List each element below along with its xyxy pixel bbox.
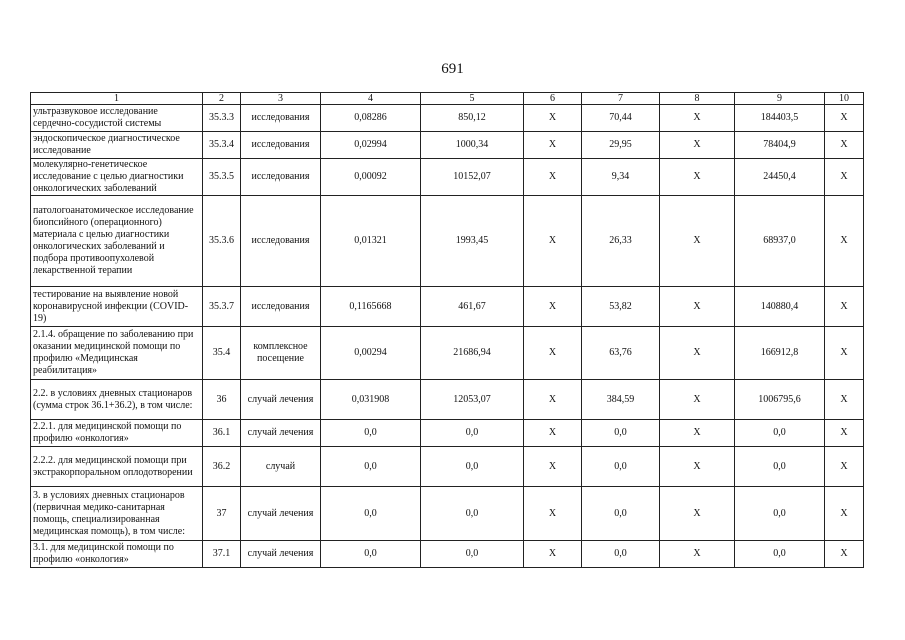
row-label-cell: 2.1.4. обращение по заболеванию при оказании медицинской помощи по профилю «Медицинская реабилитация» — [31, 327, 203, 380]
table-cell: X — [524, 196, 582, 287]
table-cell: X — [660, 380, 735, 420]
table-cell: 37 — [203, 487, 241, 541]
column-header: 3 — [241, 93, 321, 105]
table-cell: комплексное посещение — [241, 327, 321, 380]
column-header: 4 — [321, 93, 421, 105]
table-cell: 461,67 — [421, 287, 524, 327]
table-cell: 0,00092 — [321, 159, 421, 196]
table-cell: случай лечения — [241, 541, 321, 568]
table-cell: 0,0 — [321, 420, 421, 447]
table-cell: случай лечения — [241, 420, 321, 447]
column-header: 7 — [582, 93, 660, 105]
table-cell: X — [660, 420, 735, 447]
table-row — [31, 159, 864, 196]
table-cell: X — [660, 196, 735, 287]
table-row — [31, 287, 864, 327]
table-cell: 21686,94 — [421, 327, 524, 380]
table-cell: случай лечения — [241, 487, 321, 541]
table-cell: исследования — [241, 196, 321, 287]
table-cell: 0,0 — [735, 420, 825, 447]
table-cell: 12053,07 — [421, 380, 524, 420]
table-cell: 0,0 — [321, 541, 421, 568]
table-cell: 140880,4 — [735, 287, 825, 327]
table-cell: 10152,07 — [421, 159, 524, 196]
table-cell: 0,031908 — [321, 380, 421, 420]
table-cell: случай — [241, 447, 321, 487]
table-cell: X — [660, 327, 735, 380]
table-cell: 9,34 — [582, 159, 660, 196]
table-cell: X — [524, 487, 582, 541]
table-cell: 35.3.4 — [203, 132, 241, 159]
table-cell: 0,0 — [421, 447, 524, 487]
table-cell: 1000,34 — [421, 132, 524, 159]
table-cell: 36.1 — [203, 420, 241, 447]
table-cell: случай лечения — [241, 380, 321, 420]
row-label-cell: 2.2.2. для медицинской помощи при экстракорпоральном оплодотворении — [31, 447, 203, 487]
column-header: 10 — [825, 93, 864, 105]
column-header: 2 — [203, 93, 241, 105]
table-cell: 0,0 — [582, 447, 660, 487]
table-cell: исследования — [241, 159, 321, 196]
table-cell: исследования — [241, 132, 321, 159]
table-cell: 0,0 — [582, 420, 660, 447]
table-cell: исследования — [241, 105, 321, 132]
table-cell: исследования — [241, 287, 321, 327]
row-label-cell: ультразвуковое исследование сердечно-сосудистой системы — [31, 105, 203, 132]
table-cell: X — [524, 541, 582, 568]
table-row — [31, 541, 864, 568]
table-cell: 384,59 — [582, 380, 660, 420]
table-cell: 0,02994 — [321, 132, 421, 159]
table-cell: 0,0 — [735, 487, 825, 541]
row-label-cell: эндоскопическое диагностическое исследование — [31, 132, 203, 159]
table-cell: 35.4 — [203, 327, 241, 380]
row-label-cell: 2.2.1. для медицинской помощи по профилю «онкология» — [31, 420, 203, 447]
column-header: 6 — [524, 93, 582, 105]
table-cell: X — [524, 159, 582, 196]
column-header: 9 — [735, 93, 825, 105]
table-cell: 0,00294 — [321, 327, 421, 380]
table-cell: X — [825, 159, 864, 196]
column-header: 8 — [660, 93, 735, 105]
table-cell: X — [524, 327, 582, 380]
data-table — [30, 92, 864, 568]
table-row — [31, 380, 864, 420]
table-cell: 24450,4 — [735, 159, 825, 196]
table-cell: 0,08286 — [321, 105, 421, 132]
table-cell: 36.2 — [203, 447, 241, 487]
table-cell: 26,33 — [582, 196, 660, 287]
table-cell: X — [825, 196, 864, 287]
table-cell: 184403,5 — [735, 105, 825, 132]
column-header: 1 — [31, 93, 203, 105]
table-cell: 36 — [203, 380, 241, 420]
table-cell: 0,0 — [421, 541, 524, 568]
table-cell: 78404,9 — [735, 132, 825, 159]
table-cell: X — [660, 132, 735, 159]
table-cell: X — [524, 287, 582, 327]
table-cell: X — [825, 132, 864, 159]
table-cell: 0,0 — [321, 487, 421, 541]
row-label-cell: молекулярно-генетическое исследование с целью диагностики онкологических заболеваний — [31, 159, 203, 196]
table-cell: X — [660, 287, 735, 327]
table-row — [31, 196, 864, 287]
table-cell: X — [660, 159, 735, 196]
row-label-cell: 3. в условиях дневных стационаров (первичная медико-санитарная помощь, специализированная медицинская помощь), в том числе: — [31, 487, 203, 541]
table-cell: 35.3.6 — [203, 196, 241, 287]
table-cell: X — [825, 287, 864, 327]
row-label-cell: тестирование на выявление новой коронавирусной инфекции (COVID-19) — [31, 287, 203, 327]
table-cell: 29,95 — [582, 132, 660, 159]
table-cell: X — [825, 447, 864, 487]
table-cell: 70,44 — [582, 105, 660, 132]
table-cell: X — [825, 105, 864, 132]
table-cell: 0,0 — [735, 447, 825, 487]
table-cell: X — [825, 420, 864, 447]
table-cell: 0,0 — [582, 487, 660, 541]
table-row — [31, 132, 864, 159]
table-row — [31, 487, 864, 541]
table-cell: 35.3.3 — [203, 105, 241, 132]
table-cell: 0,01321 — [321, 196, 421, 287]
table-row — [31, 327, 864, 380]
column-header: 5 — [421, 93, 524, 105]
table-cell: 37.1 — [203, 541, 241, 568]
table-cell: 35.3.7 — [203, 287, 241, 327]
table-cell: 63,76 — [582, 327, 660, 380]
table-cell: X — [660, 105, 735, 132]
table-row — [31, 420, 864, 447]
table-cell: 35.3.5 — [203, 159, 241, 196]
row-label-cell: патологоанатомическое исследование биопсийного (операционного) материала с целью диагностики онкологических заболеваний и подбора противоопухолевой лекарственной терапии — [31, 196, 203, 287]
table-cell: 850,12 — [421, 105, 524, 132]
row-label-cell: 3.1. для медицинской помощи по профилю «онкология» — [31, 541, 203, 568]
table-cell: X — [524, 447, 582, 487]
table-cell: X — [524, 105, 582, 132]
table-cell: 1006795,6 — [735, 380, 825, 420]
table-cell: 166912,8 — [735, 327, 825, 380]
table-cell: X — [524, 380, 582, 420]
table-cell: X — [660, 541, 735, 568]
table-cell: 68937,0 — [735, 196, 825, 287]
table-cell: 0,0 — [735, 541, 825, 568]
table-row — [31, 105, 864, 132]
table-cell: X — [660, 487, 735, 541]
table-cell: X — [524, 132, 582, 159]
table-cell: 0,0 — [321, 447, 421, 487]
table-cell: 0,0 — [421, 420, 524, 447]
table-row — [31, 447, 864, 487]
table-cell: 0,1165668 — [321, 287, 421, 327]
table-cell: 53,82 — [582, 287, 660, 327]
table-cell: X — [825, 327, 864, 380]
row-label-cell: 2.2. в условиях дневных стационаров (сумма строк 36.1+36.2), в том числе: — [31, 380, 203, 420]
table-cell: X — [524, 420, 582, 447]
header-row — [31, 93, 864, 105]
table-cell: 1993,45 — [421, 196, 524, 287]
table-cell: X — [825, 541, 864, 568]
table-cell: X — [825, 380, 864, 420]
table-cell: 0,0 — [421, 487, 524, 541]
table-cell: X — [660, 447, 735, 487]
table-cell: 0,0 — [582, 541, 660, 568]
page-number: 691 — [441, 61, 464, 77]
table-cell: X — [825, 487, 864, 541]
